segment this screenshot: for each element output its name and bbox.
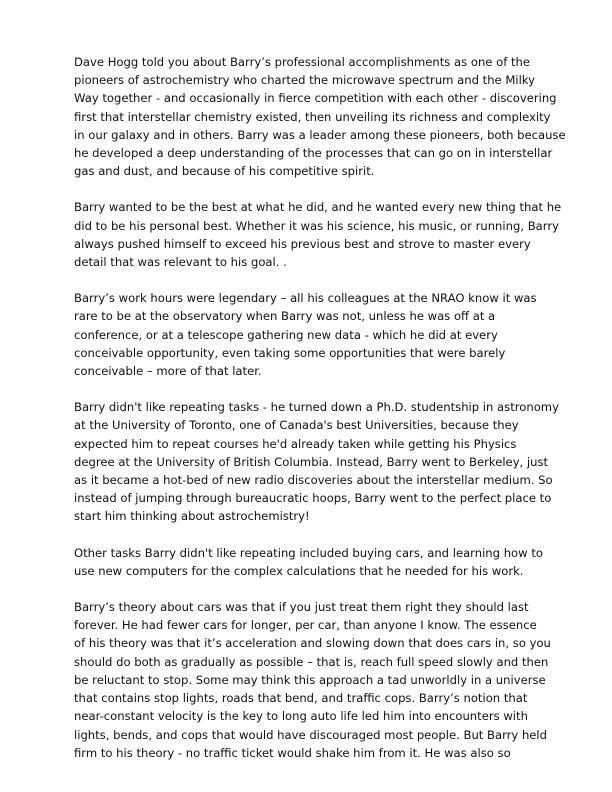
text-line: Barry wanted to be the best at what he did, and he wanted every new thing that he: [74, 200, 562, 215]
text-line: should do both as gradually as possible – that is, reach full speed slowly and then: [74, 654, 549, 669]
paragraph-5: [74, 544, 604, 580]
text-line: be reluctant to stop. Some may think this approach a tad unworldly in a universe: [74, 672, 546, 687]
text-line: start him thinking about astrochemistry!: [74, 509, 310, 524]
text-line: instead of jumping through bureaucratic hoops, Barry went to the perfect place to: [74, 491, 552, 506]
text-line: Way together - and occasionally in fierce competition with each other - discovering: [74, 91, 557, 106]
text-line: as it became a hot-bed of new radio discoveries about the interstellar medium. So: [74, 473, 553, 488]
text-line: conceivable – more of that later.: [74, 364, 262, 379]
text-line: in our galaxy and in others. Barry was a leader among these pioneers, both because: [74, 127, 566, 142]
text-line: expected him to repeat courses he'd already taken while getting his Physics: [74, 436, 517, 451]
text-line: rare to be at the observatory when Barry was not, unless he was off at a: [74, 309, 496, 324]
text-line: Dave Hogg told you about Barry’s professional accomplishments as one of the: [74, 55, 530, 69]
text-line: of his theory was that it’s acceleration and slowing down that does cars in, so you: [74, 636, 551, 651]
text-line: degree at the University of British Columbia. Instead, Barry went to Berkeley, just: [74, 454, 549, 469]
text-line: did to be his personal best. Whether it was his science, his music, or running, Barry: [74, 218, 559, 233]
document-body: [74, 53, 604, 780]
text-line: Barry’s theory about cars was that if you just treat them right they should last: [74, 600, 529, 615]
text-line: he developed a deep understanding of the processes that can go on in interstellar: [74, 146, 553, 161]
paragraph-3: [74, 289, 604, 380]
text-line: pioneers of astrochemistry who charted the microwave spectrum and the Milky: [74, 73, 535, 88]
text-line: gas and dust, and because of his competitive spirit.: [74, 164, 375, 179]
text-line: always pushed himself to exceed his previous best and strove to master every: [74, 236, 531, 251]
text-line: detail that was relevant to his goal. .: [74, 255, 287, 270]
paragraph-6: [74, 598, 604, 762]
text-line: lights, bends, and cops that would have discouraged most people. But Barry held: [74, 727, 548, 742]
text-line: at the University of Toronto, one of Canada's best Universities, because they: [74, 418, 519, 433]
text-line: Other tasks Barry didn't like repeating included buying cars, and learning how to: [74, 545, 543, 560]
text-line: conceivable opportunity, even taking some opportunities that were barely: [74, 345, 506, 360]
text-line: firm to his theory - no traffic ticket would shake him from it. He was also so: [74, 745, 511, 760]
text-line: conference, or at a telescope gathering new data - which he did at every: [74, 327, 498, 342]
paragraph-1: [74, 53, 604, 180]
text-line: that contains stop lights, roads that bend, and traffic cops. Barry’s notion that: [74, 691, 528, 706]
text-line: Barry’s work hours were legendary – all his colleagues at the NRAO know it was: [74, 291, 537, 306]
text-line: forever. He had fewer cars for longer, per car, than anyone I know. The essence: [74, 618, 537, 633]
text-line: Barry didn't like repeating tasks - he turned down a Ph.D. studentship in astronomy: [74, 400, 559, 415]
paragraph-4: [74, 398, 604, 525]
text-line: near-constant velocity is the key to long auto life led him into encounters with: [74, 709, 528, 724]
text-line: use new computers for the complex calculations that he needed for his work.: [74, 563, 524, 578]
text-line: first that interstellar chemistry existed, then unveiling its richness and complexity: [74, 109, 551, 124]
paragraph-2: [74, 198, 604, 271]
